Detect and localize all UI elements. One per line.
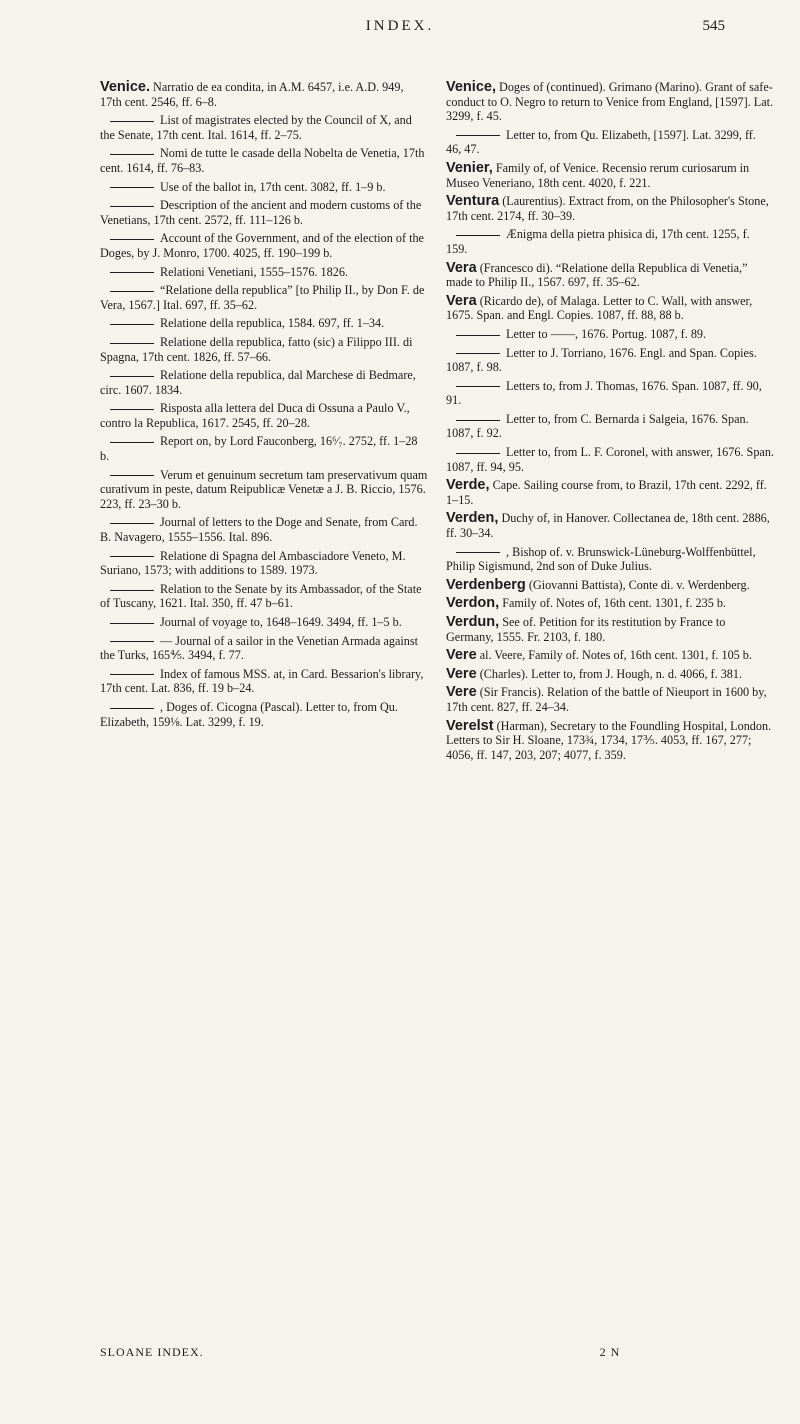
- entry-heading: Venice.: [100, 79, 150, 95]
- entry-text: (Harman), Secretary to the Foundling Hospital, London. Letters to Sir H. Sloane, 173¾, 1734, 17⅗. 4053, ff. 167, 277; 4056, ff. 147, 203, 207; 4077, f. 359.: [446, 718, 772, 762]
- left-column: [100, 80, 428, 733]
- ditto-rule: [110, 442, 154, 443]
- ditto-rule: [110, 376, 154, 377]
- ditto-rule: [456, 353, 500, 354]
- entry-heading: Verdon,: [446, 595, 500, 612]
- ditto-rule: [110, 623, 154, 624]
- ditto-rule: [110, 475, 154, 476]
- entry-text: Letter to, from L. F. Coronel, with answer, 1676. Span. 1087, ff. 94, 95.: [446, 445, 774, 474]
- entry-text: Relatione della republica, 1584. 697, ff. 1–34.: [160, 316, 385, 331]
- ditto-rule: [110, 523, 154, 524]
- index-entry: [446, 227, 774, 256]
- entry-text: Letter to, from C. Bernarda i Salgeia, 1676. Span. 1087, f. 92.: [446, 411, 749, 441]
- entry-text: (Francesco di). “Relatione della Republica di Venetia,” made to Philip II., 1567. 697, ff. 35–62.: [446, 260, 748, 290]
- entry-text: (Ricardo de), of Malaga. Letter to C. Wall, with answer, 1675. Span. and Engl. Copies. 1087, ff. 88, 88 b.: [446, 293, 753, 323]
- index-entry: [446, 445, 774, 474]
- entry-heading: Ventura: [446, 193, 500, 210]
- index-entry: [446, 294, 774, 323]
- index-entry: [100, 180, 428, 195]
- entry-text: Letter to J. Torriano, 1676. Engl. and Span. Copies. 1087, f. 98.: [446, 345, 757, 375]
- entry-text: “Relatione della republica” [to Philip II., by Don F. de Vera, 1567.] Ital. 697, ff. 35–62.: [100, 283, 425, 312]
- index-entry: [446, 545, 774, 574]
- index-entry: [446, 578, 774, 593]
- index-entry: [446, 346, 774, 375]
- index-entry: [100, 401, 428, 430]
- index-entry: [100, 582, 428, 611]
- entry-text: Family of. Notes of, 16th cent. 1301, f. 235 b.: [499, 596, 726, 611]
- index-entry: [446, 128, 774, 157]
- entry-text: — Journal of a sailor in the Venetian Armada against the Turks, 165⅘. 3494, f. 77.: [100, 633, 419, 663]
- entry-heading: Vere: [446, 647, 477, 664]
- index-entry: [100, 515, 428, 544]
- entry-text: Use of the ballot in, 17th cent. 3082, ff. 1–9 b.: [160, 179, 386, 194]
- index-entry: [446, 161, 774, 190]
- entry-text: Letter to ——, 1676. Portug. 1087, f. 89.: [506, 326, 707, 341]
- ditto-rule: [110, 272, 154, 273]
- index-entry: [100, 368, 428, 397]
- index-entry: [100, 80, 428, 109]
- index-entry: [446, 615, 774, 644]
- entry-text: Duchy of, in Hanover. Collectanea de, 18th cent. 2886, ff. 30–34.: [446, 511, 770, 541]
- entry-text: Journal of letters to the Doge and Senate, from Card. B. Navagero, 1555–1556. Ital. 896.: [100, 515, 418, 545]
- index-entry: [100, 231, 428, 260]
- index-entry: [446, 261, 774, 290]
- index-entry: [100, 146, 428, 175]
- entry-text: Risposta alla lettera del Duca di Ossuna a Paulo V., contro la Republica, 1617. 2545, ff. 20–28.: [100, 401, 410, 430]
- index-entry: [100, 468, 428, 512]
- entry-text: Relation to the Senate by its Ambassador, of the State of Tuscany, 1621. Ital. 350, ff. 47 b–61.: [100, 581, 422, 611]
- entry-heading: Verdenberg: [446, 576, 526, 593]
- entry-text: (Giovanni Battista), Conte di. v. Werdenberg.: [525, 577, 750, 592]
- entry-text: Journal of voyage to, 1648–1649. 3494, ff. 1–5 b.: [160, 615, 402, 629]
- entry-heading: Verden,: [446, 510, 499, 527]
- entry-text: Account of the Government, and of the election of the Doges, by J. Monro, 1700. 4025, ff. 190–199 b.: [100, 231, 424, 260]
- ditto-rule: [110, 291, 154, 292]
- entry-text: Letter to, from Qu. Elizabeth, [1597]. Lat. 3299, ff. 46, 47.: [446, 127, 756, 157]
- entry-text: Ænigma della pietra phisica di, 17th cent. 1255, f. 159.: [446, 227, 750, 256]
- ditto-rule: [110, 674, 154, 675]
- ditto-rule: [456, 335, 500, 336]
- ditto-rule: [110, 708, 154, 709]
- ditto-rule: [456, 135, 500, 136]
- entry-text: , Doges of. Cicogna (Pascal). Letter to, from Qu. Elizabeth, 159⅛. Lat. 3299, f. 19.: [100, 699, 398, 729]
- entry-heading: Verde,: [446, 477, 490, 494]
- page-number: 545: [702, 18, 725, 34]
- index-entry: [100, 316, 428, 331]
- entry-text: (Sir Francis). Relation of the battle of Nieuport in 1600 by, 17th cent. 827, ff. 24–34.: [446, 685, 767, 714]
- entry-text: Doges of (continued). Grimano (Marino). Grant of safe-conduct to O. Negro to return to Venice from England, [1597]. Lat. 3299, f. 45.: [446, 80, 774, 124]
- entry-text: Narratio de ea condita, in A.M. 6457, i.e. A.D. 949, 17th cent. 2546, ff. 6–8.: [100, 80, 404, 109]
- entry-text: Report on, by Lord Fauconberg, 16⁶⁄₇. 2752, ff. 1–28 b.: [100, 434, 418, 464]
- ditto-rule: [456, 420, 500, 421]
- entry-text: (Charles). Letter to, from J. Hough, n. d. 4066, f. 381.: [476, 666, 743, 681]
- entry-heading: Vere: [446, 684, 477, 701]
- entry-heading: Vere: [446, 665, 477, 682]
- entry-heading: Vera: [446, 292, 477, 309]
- index-entry: [100, 700, 428, 729]
- ditto-rule: [110, 206, 154, 207]
- index-entry: [446, 194, 774, 223]
- ditto-rule: [110, 154, 154, 155]
- entry-text: Relatione della republica, fatto (sic) a Filippo III. di Spagna, 17th cent. 1826, ff. 57–66.: [100, 334, 413, 364]
- ditto-rule: [110, 121, 154, 122]
- index-entry: [100, 265, 428, 280]
- ditto-rule: [110, 239, 154, 240]
- footer-signature-mark: 2 N: [599, 1345, 621, 1359]
- index-entry: [100, 335, 428, 364]
- entry-heading: Venier,: [446, 159, 493, 176]
- index-entry: [100, 615, 428, 630]
- ditto-rule: [110, 343, 154, 344]
- entry-heading: Vera: [446, 259, 477, 276]
- ditto-rule: [456, 453, 500, 454]
- index-entry: [100, 283, 428, 312]
- index-entry: [100, 549, 428, 578]
- entry-text: Cape. Sailing course from, to Brazil, 17th cent. 2292, ff. 1–15.: [446, 478, 767, 507]
- entry-text: , Bishop of. v. Brunswick-Lüneburg-Wolffenbüttel, Philip Sigismund, 2nd son of Duke Julius.: [446, 544, 756, 574]
- index-entry: [446, 667, 774, 682]
- ditto-rule: [110, 556, 154, 557]
- ditto-rule: [110, 641, 154, 642]
- entry-text: Relatione della republica, dal Marchese di Bedmare, circ. 1607. 1834.: [100, 368, 416, 397]
- index-entry: [446, 412, 774, 441]
- index-entry: [446, 596, 774, 611]
- running-title: INDEX.: [365, 18, 435, 34]
- entry-text: Verum et genuinum secretum tam preservativum quam curativum in peste, datum Reipublicæ Venetæ a J. B. Riccio, 1576. 223, ff. 23–30 b.: [100, 467, 428, 511]
- index-entry: [446, 80, 774, 124]
- index-entry: [100, 434, 428, 463]
- entry-text: Family of, of Venice. Recensio rerum curiosarum in Museo Veneriano, 18th cent. 4020, f. 221.: [446, 160, 750, 190]
- entry-text: Description of the ancient and modern customs of the Venetians, 17th cent. 2572, ff. 111–126 b.: [100, 198, 422, 227]
- ditto-rule: [456, 386, 500, 387]
- index-entry: [100, 634, 428, 663]
- index-entry: [446, 648, 774, 663]
- entry-text: Relatione di Spagna del Ambasciadore Veneto, M. Suriano, 1573; with additions to 1589. 1973.: [100, 548, 406, 578]
- index-entry: [446, 478, 774, 507]
- index-entry: [446, 327, 774, 342]
- index-entry: [100, 113, 428, 142]
- entry-heading: Venice,: [446, 79, 496, 95]
- ditto-rule: [110, 409, 154, 410]
- ditto-rule: [456, 235, 500, 236]
- entry-text: List of magistrates elected by the Council of X, and the Senate, 17th cent. Ital. 1614, ff. 2–75.: [100, 113, 412, 142]
- entry-text: Index of famous MSS. at, in Card. Bessarion's library, 17th cent. Lat. 836, ff. 19 b–24.: [100, 666, 424, 696]
- ditto-rule: [456, 552, 500, 553]
- entry-heading: Verdun,: [446, 614, 500, 630]
- ditto-rule: [110, 590, 154, 591]
- ditto-rule: [110, 187, 154, 188]
- entry-text: Relationi Venetiani, 1555–1576. 1826.: [160, 264, 348, 279]
- entry-text: al. Veere, Family of. Notes of, 16th cent. 1301, f. 105 b.: [476, 648, 752, 663]
- index-entry: [446, 511, 774, 540]
- index-entry: [446, 379, 774, 408]
- index-entry: [100, 667, 428, 696]
- entry-text: See of. Petition for its restitution by France to Germany, 1555. Fr. 2103, f. 180.: [446, 615, 726, 644]
- index-entry: [446, 685, 774, 714]
- entry-heading: Verelst: [446, 717, 494, 734]
- entry-text: Letters to, from J. Thomas, 1676. Span. 1087, ff. 90, 91.: [446, 378, 762, 408]
- ditto-rule: [110, 324, 154, 325]
- page-header: [0, 0, 800, 60]
- footer-signature: SLOANE INDEX.: [100, 1345, 204, 1359]
- index-entry: [100, 198, 428, 227]
- right-column: [446, 80, 774, 766]
- entry-text: (Laurentius). Extract from, on the Philosopher's Stone, 17th cent. 2174, ff. 30–39.: [446, 194, 769, 223]
- index-entry: [446, 719, 774, 763]
- entry-text: Nomi de tutte le casade della Nobelta de Venetia, 17th cent. 1614, ff. 76–83.: [100, 146, 425, 175]
